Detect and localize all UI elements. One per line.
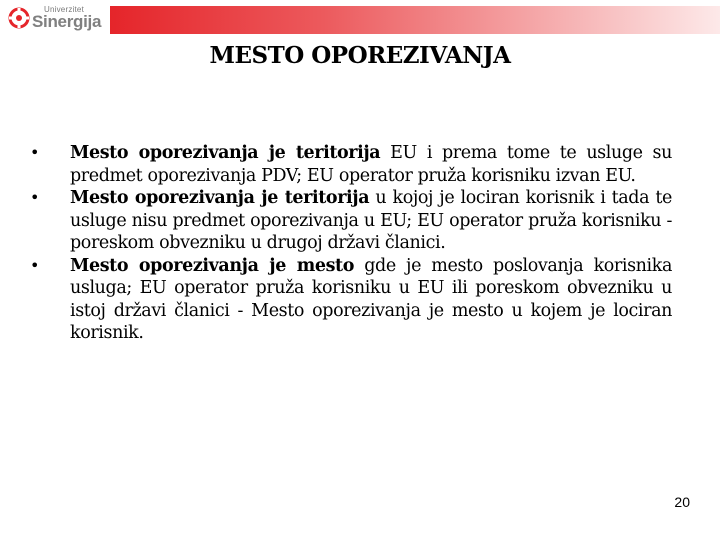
university-logo	[8, 4, 108, 34]
bullet-dot-icon: •	[30, 255, 40, 275]
logo-mark-icon	[8, 7, 30, 29]
logo-subtitle: Univerzitet	[44, 5, 84, 14]
bullet-lead: Mesto oporezivanja je teritorija	[70, 188, 370, 208]
bullet-lead: Mesto oporezivanja je mesto	[70, 255, 354, 276]
bullet-list	[30, 142, 672, 345]
bullet-lead: Mesto oporezivanja je teritorija	[70, 143, 381, 163]
bullet-text: EU i prema tome te usluge su predmet oporezivanja PDV; EU operator pruža korisniku izvan EU.	[70, 143, 672, 186]
logo-name: Sinergija	[32, 12, 102, 31]
bullet-item	[30, 187, 672, 255]
bullet-dot-icon: •	[30, 188, 40, 207]
bullet-dot-icon: •	[30, 143, 40, 162]
bullet-text: gde je mesto poslovanja korisnika usluga; EU operator pruža korisniku u EU ili poreskom obvezniku u istoj državi članici - Mesto oporezivanja je mesto u kojem je lociran korisnik.	[70, 255, 672, 343]
page-title: MESTO OPOREZIVANJA	[209, 42, 511, 69]
bullet-item	[30, 142, 672, 187]
bullet-text: u kojoj je lociran korisnik i tada te usluge nisu predmet oporezivanja u EU; EU operator pruža korisniku - poreskom obvezniku u drugoj državi članici.	[70, 188, 672, 253]
bullet-item	[30, 255, 672, 345]
header-bar	[0, 0, 720, 38]
page-number: 20	[674, 494, 690, 510]
content-area	[30, 142, 672, 345]
header-red-band	[110, 6, 720, 34]
